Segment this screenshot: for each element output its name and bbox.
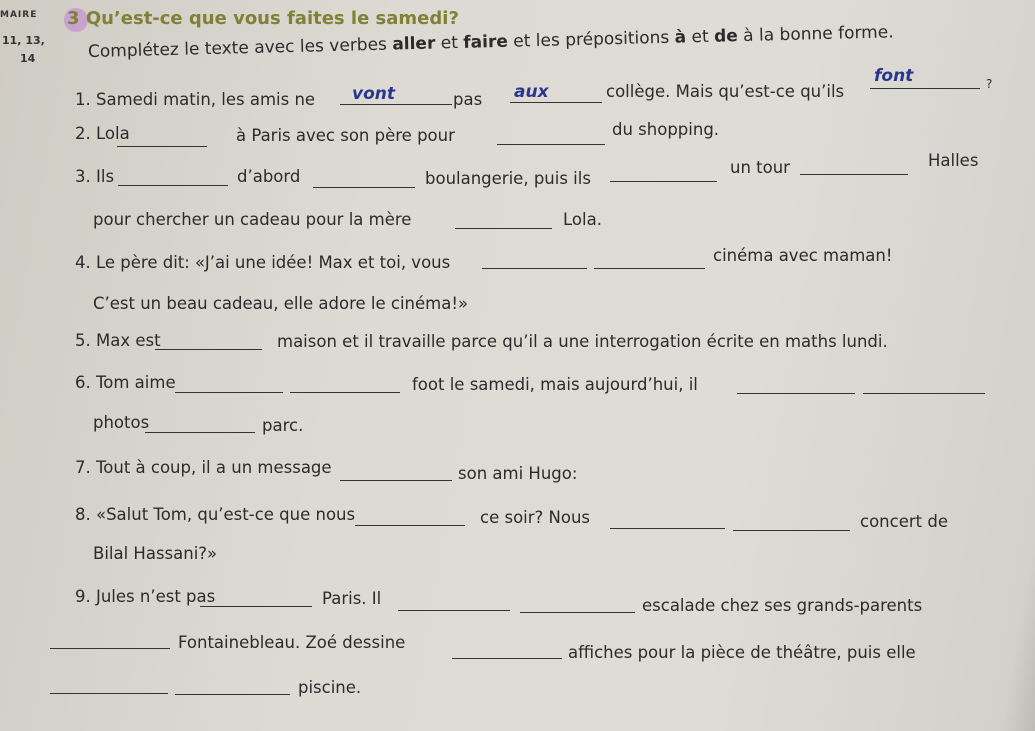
text: 5. Max est: [75, 331, 161, 350]
text: Fontainebleau. Zoé dessine: [178, 633, 406, 652]
text: escalade chez ses grands-parents: [642, 596, 923, 615]
i4: et: [685, 26, 715, 48]
section-label: MAIRE: [0, 10, 38, 20]
text: d’abord: [237, 167, 301, 186]
i-faire: faire: [463, 31, 509, 53]
blank[interactable]: [340, 462, 452, 481]
blank[interactable]: [175, 676, 290, 695]
text: 7. Tout à coup, il a un message: [75, 458, 332, 477]
blank[interactable]: [610, 510, 725, 529]
refs-2: 14: [20, 52, 36, 65]
exercise-number: 3: [67, 8, 80, 29]
blank[interactable]: [455, 210, 552, 229]
blank[interactable]: [118, 167, 228, 186]
text: un tour: [730, 158, 790, 177]
text: pas: [453, 90, 483, 109]
blank[interactable]: [355, 507, 465, 526]
text: piscine.: [298, 678, 362, 697]
blank[interactable]: [175, 374, 283, 393]
text: ce soir? Nous: [480, 508, 591, 527]
text: Paris. Il: [322, 589, 382, 608]
text: Halles: [928, 151, 979, 170]
text: parc.: [262, 416, 304, 435]
blank[interactable]: [610, 163, 717, 182]
text: ?: [986, 77, 993, 91]
i5: à la bonne forme.: [737, 22, 894, 47]
text: collège. Mais qu’est-ce qu’ils: [606, 82, 845, 101]
blank[interactable]: [290, 374, 400, 393]
answer: vont: [352, 84, 395, 104]
text: à Paris avec son père pour: [236, 126, 455, 145]
text: foot le samedi, mais aujourd’hui, il: [412, 375, 698, 394]
blank[interactable]: [145, 414, 255, 433]
text: 4. Le père dit: «J’ai une idée! Max et toi, vous: [75, 253, 451, 272]
i-de: de: [713, 26, 739, 47]
blank[interactable]: [863, 375, 985, 394]
text: Bilal Hassani?»: [93, 544, 218, 563]
i3: et les prépositions: [507, 27, 675, 52]
blank[interactable]: [50, 675, 168, 694]
text: concert de: [860, 512, 948, 531]
text: son ami Hugo:: [458, 464, 578, 483]
text: maison et il travaille parce qu’il a une interrogation écrite en maths lundi.: [277, 332, 888, 351]
text: photos: [93, 413, 150, 432]
title-text: Qu’est-ce que vous faites le samedi?: [85, 8, 459, 29]
text: 1. Samedi matin, les amis ne: [75, 90, 316, 109]
i-a: à: [674, 27, 687, 48]
blank[interactable]: [50, 630, 170, 649]
answer: aux: [514, 82, 549, 102]
text: 3. Ils: [75, 167, 115, 186]
blank[interactable]: [520, 594, 635, 613]
text: pour chercher un cadeau pour la mère: [93, 210, 412, 229]
blank[interactable]: [497, 126, 605, 145]
blank[interactable]: [733, 512, 850, 531]
answer: font: [874, 66, 914, 86]
blank[interactable]: [155, 331, 262, 350]
exercise-title: [67, 8, 459, 29]
blank[interactable]: [594, 250, 705, 269]
i1: Complétez le texte avec les verbes: [87, 34, 393, 62]
text: boulangerie, puis ils: [425, 169, 591, 188]
blank[interactable]: [200, 588, 312, 607]
i2: et: [435, 32, 464, 54]
blank[interactable]: [398, 592, 510, 611]
i-aller: aller: [392, 33, 436, 55]
text: 6. Tom aime: [75, 373, 176, 392]
blank[interactable]: [737, 375, 855, 394]
blank[interactable]: [482, 250, 587, 269]
refs: 11, 13,: [2, 34, 45, 47]
text: cinéma avec maman!: [713, 246, 893, 265]
text: 9. Jules n’est pas: [75, 587, 216, 606]
text: 2. Lola: [75, 124, 130, 143]
blank[interactable]: [452, 640, 562, 659]
text: Lola.: [563, 210, 602, 229]
text: du shopping.: [612, 120, 720, 139]
blank[interactable]: [313, 169, 415, 188]
text: C’est un beau cadeau, elle adore le cinéma!»: [93, 294, 469, 313]
text: affiches pour la pièce de théâtre, puis elle: [568, 643, 916, 662]
text: 8. «Salut Tom, qu’est-ce que nous: [75, 505, 356, 524]
blank[interactable]: [800, 156, 908, 175]
blank[interactable]: [117, 128, 207, 147]
